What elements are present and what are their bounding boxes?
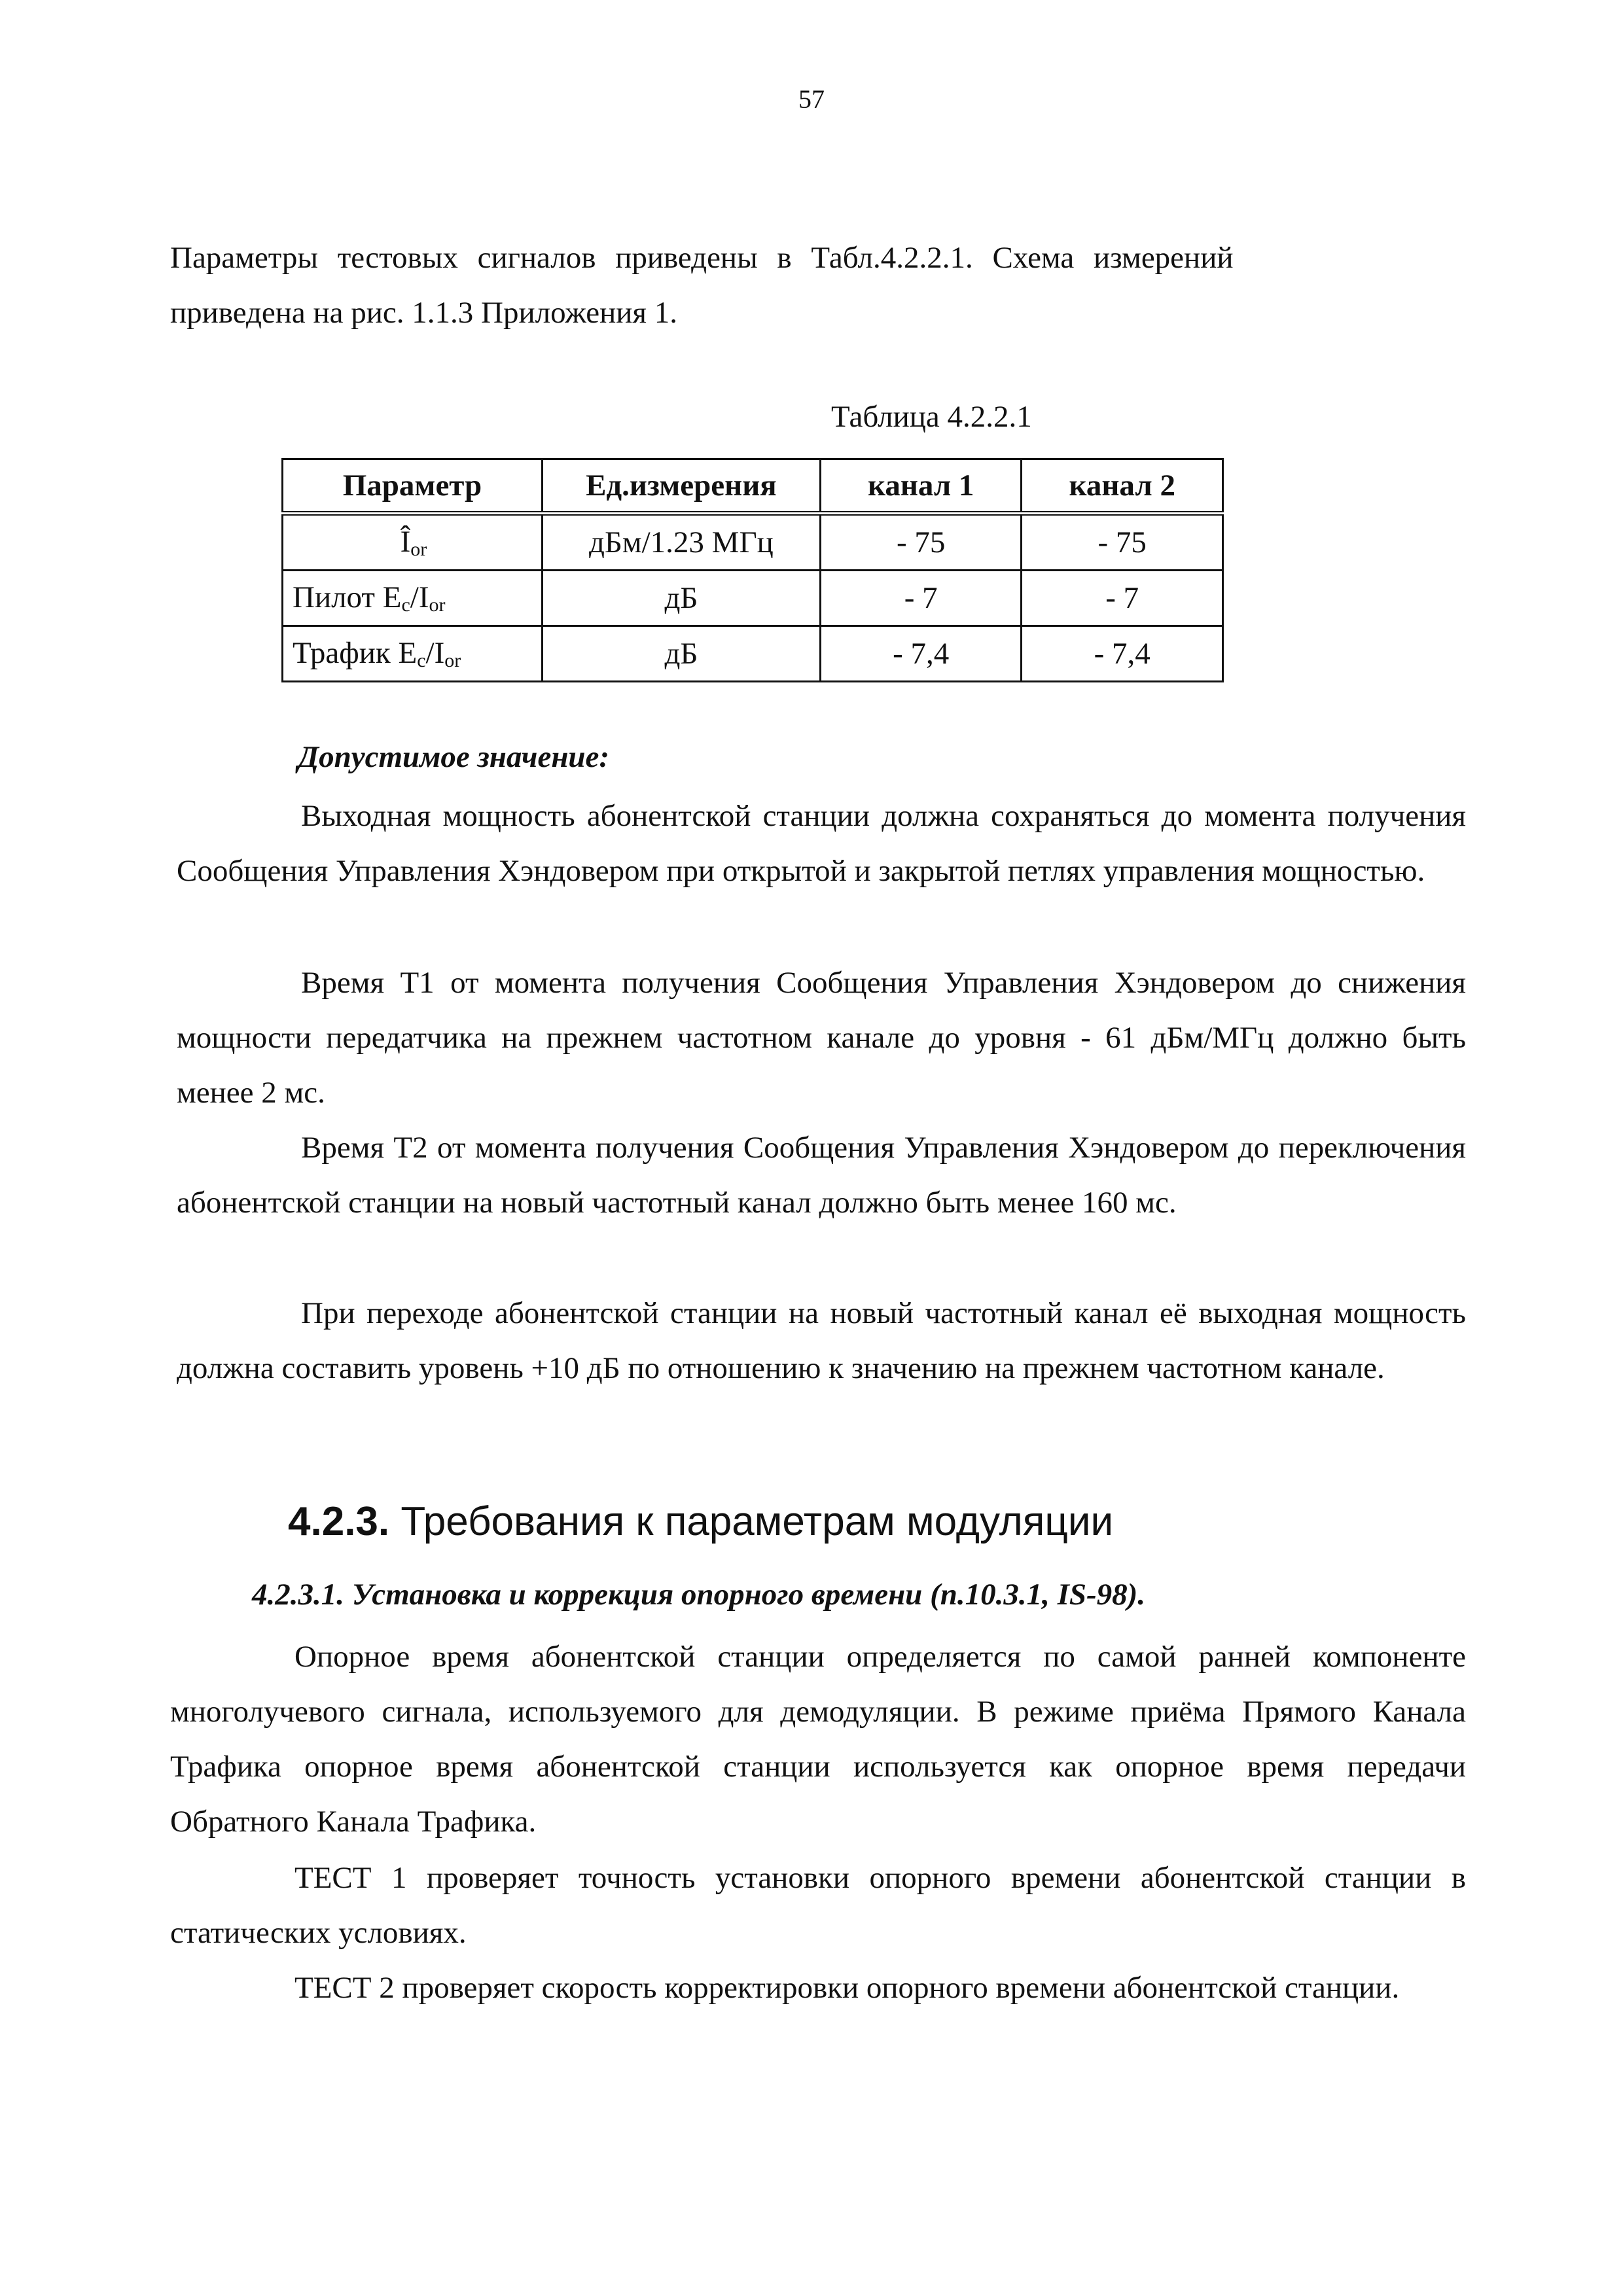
table-cell-param: [283, 514, 543, 571]
table-header-cell: канал 2: [1022, 459, 1223, 514]
allowed-value-label: Допустимое значение:: [298, 740, 610, 774]
param-subscript: or: [410, 539, 427, 560]
table-cell-unit: дБ: [542, 571, 820, 626]
table-header-cell: Параметр: [283, 459, 543, 514]
paragraph-test-1: ТЕСТ 1 проверяет точность установки опорного времени абонентской станции в статических условиях.: [170, 1861, 1466, 1950]
table-header-row: [283, 459, 1223, 514]
table-cell-unit: дБ: [542, 626, 820, 682]
table-row: [283, 514, 1223, 571]
table-cell-unit: дБм/1.23 МГц: [542, 514, 820, 571]
param-label: Пилот E: [293, 580, 402, 614]
intro-paragraph-line1: Параметры тестовых сигналов приведены в Табл.4.2.2.1. Схема измерений: [170, 241, 1234, 275]
param-subscript: c: [417, 650, 426, 671]
paragraph-new-channel: При переходе абонентской станции на новый частотный канал её выходная мощность должна составить уровень +10 дБ по отношению к значению на прежнем частотном канале.: [177, 1296, 1466, 1385]
table-cell-param: [283, 571, 543, 626]
table-header-cell: Ед.измерения: [542, 459, 820, 514]
table-cell-ch2: - 7,4: [1022, 626, 1223, 682]
paragraph-output-power: Выходная мощность абонентской станции должна сохраняться до момента получения Сообщения Управления Хэндовером при открытой и закрытой петлях управления мощностью.: [177, 799, 1466, 888]
table-cell-ch2: - 7: [1022, 571, 1223, 626]
section-title: Требования к параметрам модуляции: [389, 1499, 1114, 1544]
param-label-mid: /I: [425, 636, 445, 670]
paragraph-reference-time: Опорное время абонентской станции определяется по самой ранней компоненте многолучевого сигнала, используемого для демодуляции. В режиме приёма Прямого Канала Трафика опорное время абонентской станции используется как опорное время передачи Обратного Канала Трафика.: [170, 1640, 1466, 1839]
table-row: [283, 571, 1223, 626]
param-subscript: c: [401, 594, 410, 616]
section-heading: [288, 1498, 1113, 1545]
parameters-table: [281, 458, 1224, 682]
table-cell-ch1: - 7,4: [820, 626, 1022, 682]
param-symbol: Î: [400, 525, 411, 559]
paragraph-test-2: ТЕСТ 2 проверяет скорость корректировки опорного времени абонентской станции.: [294, 1971, 1400, 2005]
table-cell-param: [283, 626, 543, 682]
table-row: [283, 626, 1223, 682]
table-cell-ch2: - 75: [1022, 514, 1223, 571]
table-caption: Таблица 4.2.2.1: [831, 400, 1032, 434]
table-header-cell: канал 1: [820, 459, 1022, 514]
param-subscript: or: [444, 650, 461, 671]
intro-paragraph-line2: приведена на рис. 1.1.3 Приложения 1.: [170, 296, 678, 330]
table-cell-ch1: - 7: [820, 571, 1022, 626]
table-cell-ch1: - 75: [820, 514, 1022, 571]
page-number: 57: [798, 84, 825, 114]
subsection-heading: 4.2.3.1. Установка и коррекция опорного времени (п.10.3.1, IS-98).: [252, 1578, 1146, 1612]
paragraph-time-t1: Время Т1 от момента получения Сообщения Управления Хэндовером до снижения мощности передатчика на прежнем частотном канале до уровня - 61 дБм/МГц должно быть менее 2 мс.: [177, 966, 1466, 1110]
param-label-mid: /I: [410, 580, 429, 614]
paragraph-time-t2: Время Т2 от момента получения Сообщения Управления Хэндовером до переключения абонентской станции на новый частотный канал должно быть менее 160 мс.: [177, 1131, 1466, 1220]
param-subscript: or: [429, 594, 446, 616]
section-number: 4.2.3.: [288, 1499, 390, 1544]
param-label: Трафик E: [293, 636, 418, 670]
